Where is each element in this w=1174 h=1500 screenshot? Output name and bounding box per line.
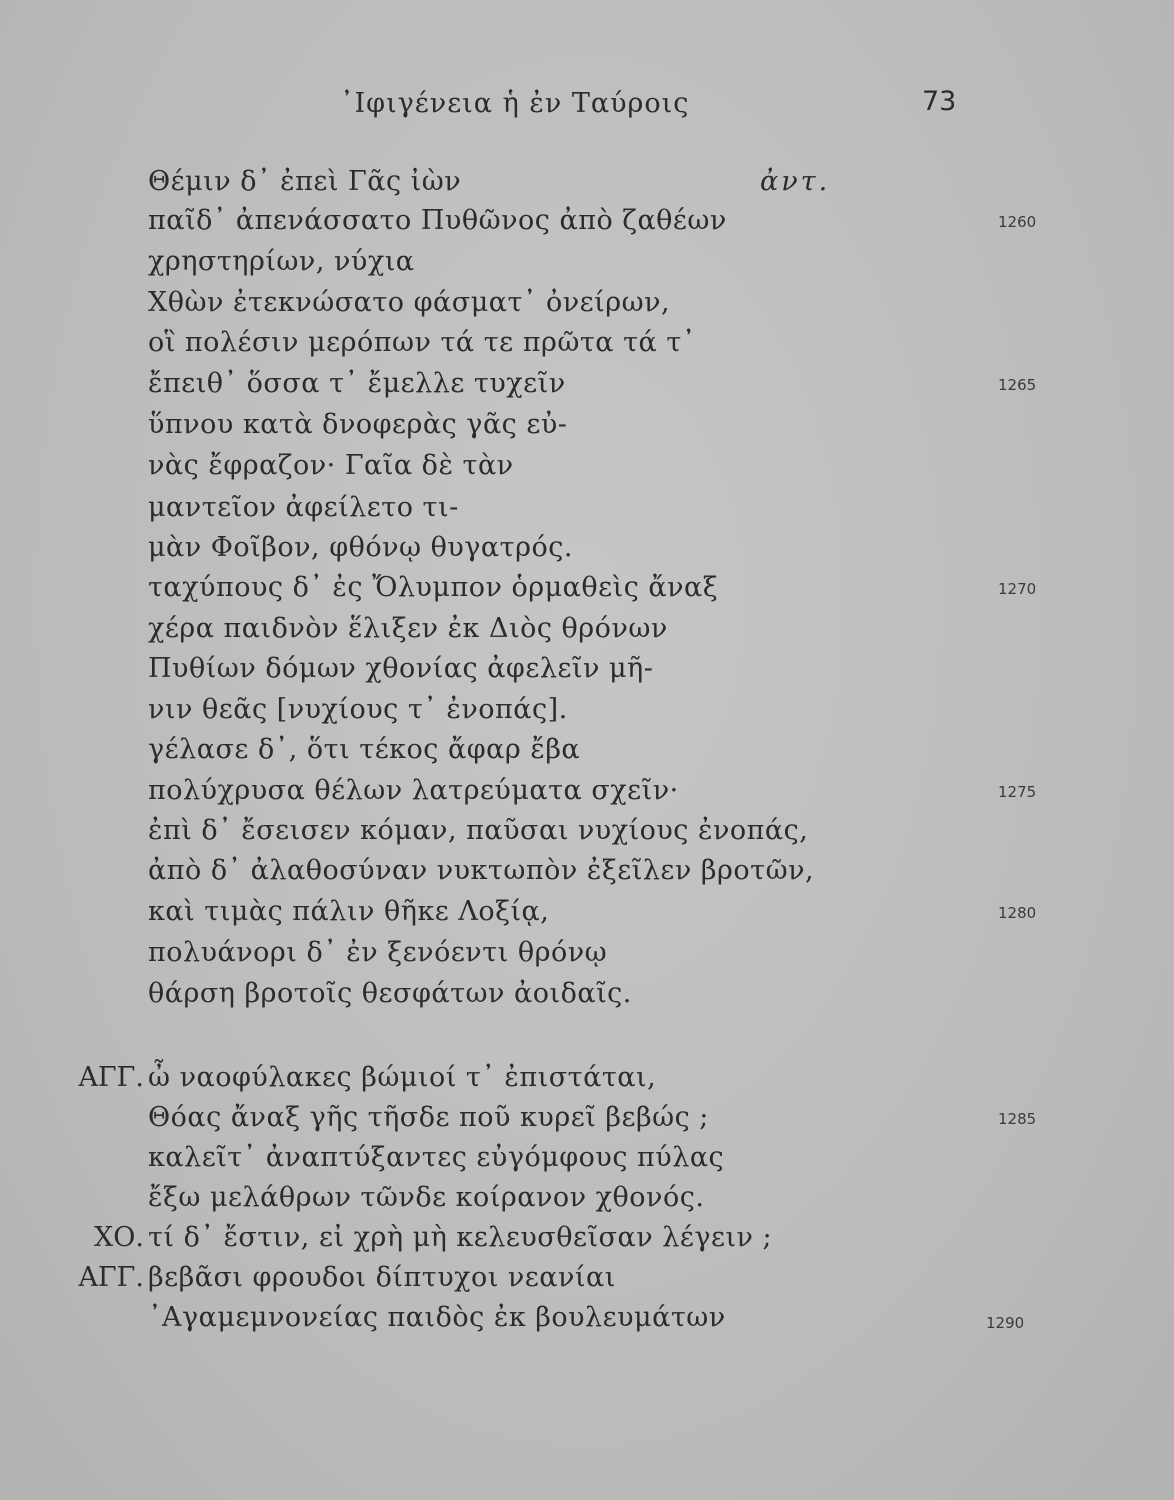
antistrophe-mark: ἀντ. [760, 166, 831, 197]
verse-text: χρηστηρίων, νύχια [148, 246, 415, 277]
verse-line [0, 572, 1174, 612]
verse-text: βεβᾶσι φρουδοι δίπτυχοι νεανίαι [148, 1262, 616, 1293]
verse-text: νὰς ἔφραζον· Γαῖα δὲ τὰν [148, 450, 514, 481]
line-number: 1270 [998, 580, 1037, 598]
verse-line [0, 246, 1174, 286]
verse-line [0, 896, 1174, 936]
verse-text: παῖδ᾽ ἀπενάσσατο Πυθῶνος ἀπὸ ζαθέων [148, 205, 727, 236]
verse-text: θάρση βροτοῖς θεσφάτων ἀοιδαῖς. [148, 978, 632, 1009]
verse-line [0, 1142, 1174, 1182]
verse-text: Πυθίων δόμων χθονίας ἀφελεῖν μῆ- [148, 653, 654, 684]
verse-line [0, 1182, 1174, 1222]
verse-text: πολύχρυσα θέλων λατρεύματα σχεῖν· [148, 775, 679, 806]
verse-line [0, 492, 1174, 532]
verse-text: Θόας ἄναξ γῆς τῆσδε ποῦ κυρεῖ βεβώς ; [148, 1102, 709, 1133]
line-number: 1260 [998, 213, 1037, 231]
verse-text: γέλασε δ᾽, ὅτι τέκος ἄφαρ ἔβα [148, 734, 581, 765]
verse-line [0, 532, 1174, 572]
verse-line [0, 409, 1174, 449]
verse-text: πολυάνορι δ᾽ ἐν ξενόεντι θρόνῳ [148, 937, 608, 968]
line-number: 1265 [998, 376, 1037, 394]
verse-text: ὦ ναοφύλακες βώμιοί τ᾽ ἐπιστάται, [148, 1062, 657, 1093]
verse-text: καὶ τιμὰς πάλιν θῆκε Λοξίᾳ, [148, 896, 550, 927]
line-number: 1280 [998, 904, 1037, 922]
verse-text: νιν θεᾶς [νυχίους τ᾽ ἐνοπάς]. [148, 694, 568, 725]
verse-line [0, 734, 1174, 774]
verse-text: ἔπειθ᾽ ὅσσα τ᾽ ἔμελλε τυχεῖν [148, 368, 566, 399]
verse-text: χέρα παιδνὸν ἕλιξεν ἐκ Διὸς θρόνων [148, 613, 668, 644]
verse-text: οἳ πολέσιν μερόπων τά τε πρῶτα τά τ᾽ [148, 327, 696, 358]
verse-line [0, 327, 1174, 367]
verse-line [0, 450, 1174, 490]
verse-line [0, 815, 1174, 855]
speaker-label: ΑΓΓ. [78, 1062, 144, 1093]
verse-line [0, 978, 1174, 1018]
verse-line [0, 1262, 1174, 1302]
line-number: 1275 [998, 783, 1037, 801]
verse-text: καλεῖτ᾽ ἀναπτύξαντες εὐγόμφους πύλας [148, 1142, 725, 1173]
verse-text: ταχύπους δ᾽ ἐς Ὄλυμπον ὁρμαθεὶς ἄναξ [148, 572, 719, 603]
verse-text: μὰν Φοῖβον, φθόνῳ θυγατρός. [148, 532, 573, 563]
verse-text: ἐπὶ δ᾽ ἔσεισεν κόμαν, παῦσαι νυχίους ἐνοπάς, [148, 815, 809, 846]
verse-line [0, 166, 1174, 206]
page-number: 73 [922, 86, 957, 117]
verse-text: Θέμιν δ᾽ ἐπεὶ Γᾶς ἰὼν [148, 166, 462, 197]
speaker-label: ΧΟ. [94, 1222, 144, 1253]
verse-line [0, 653, 1174, 693]
verse-line [0, 694, 1174, 734]
verse-text: ὕπνου κατὰ δνοφερὰς γᾶς εὐ- [148, 409, 568, 440]
verse-line [0, 937, 1174, 977]
verse-text: μαντεῖον ἀφείλετο τι- [148, 492, 459, 523]
verse-line [0, 1302, 1174, 1342]
speaker-label: ΑΓΓ. [78, 1262, 144, 1293]
running-title: ᾽Ιφιγένεια ἡ ἐν Ταύροις [340, 88, 690, 119]
verse-line [0, 775, 1174, 815]
verse-line [0, 855, 1174, 895]
verse-line [0, 287, 1174, 327]
line-number: 1285 [998, 1110, 1037, 1128]
verse-line [0, 1222, 1174, 1262]
verse-line [0, 368, 1174, 408]
line-number: 1290 [986, 1314, 1025, 1332]
verse-text: Χθὼν ἐτεκνώσατο φάσματ᾽ ὀνείρων, [148, 287, 671, 318]
verse-line [0, 205, 1174, 245]
verse-line [0, 1102, 1174, 1142]
verse-text: ᾽Αγαμεμνονείας παιδὸς ἐκ βουλευμάτων [148, 1302, 726, 1333]
verse-line [0, 613, 1174, 653]
verse-text: ἔξω μελάθρων τῶνδε κοίρανον χθονός. [148, 1182, 705, 1213]
verse-text: ἀπὸ δ᾽ ἀλαθοσύναν νυκτωπὸν ἐξεῖλεν βροτῶν, [148, 855, 815, 886]
verse-line [0, 1062, 1174, 1102]
verse-text: τί δ᾽ ἔστιν, εἰ χρὴ μὴ κελευσθεῖσαν λέγειν ; [148, 1222, 773, 1253]
